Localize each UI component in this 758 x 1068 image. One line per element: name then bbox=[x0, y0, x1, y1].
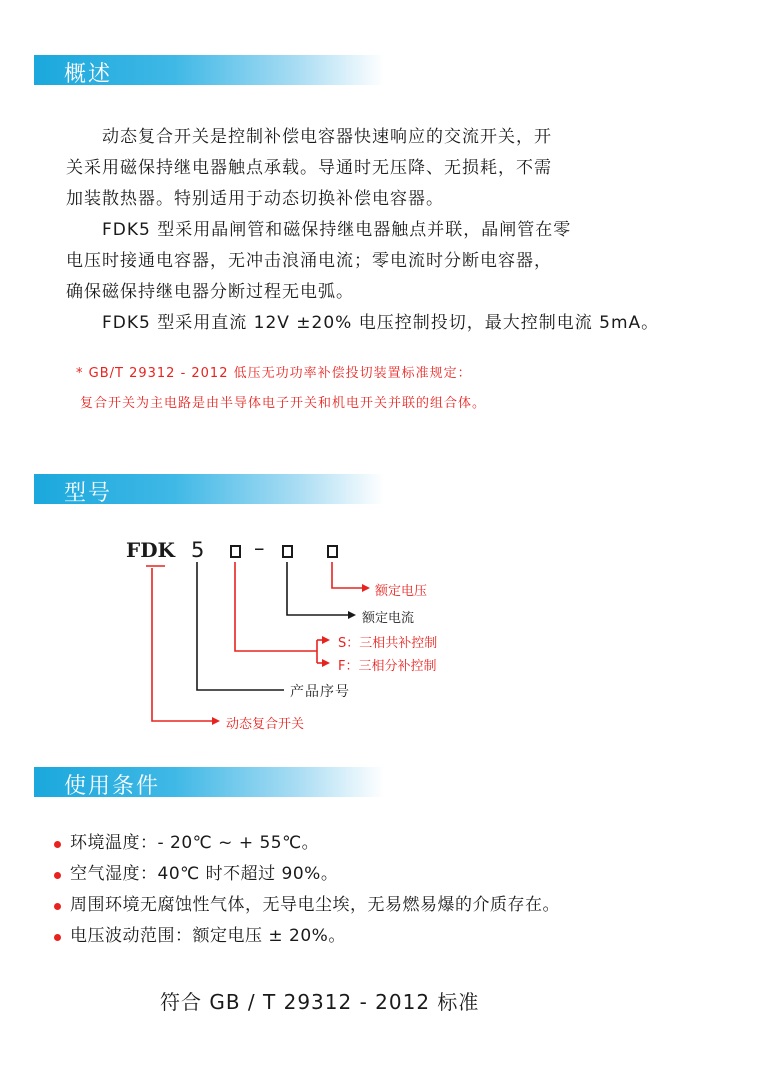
section-title-conditions: 使用条件 bbox=[64, 774, 161, 799]
overview-line: 动态复合开关是控制补偿电容器快速响应的交流开关，开 bbox=[66, 127, 552, 147]
overview-line: FDK5 型采用晶闸管和磁保持继电器触点并联，晶闸管在零 bbox=[66, 220, 572, 240]
section-title-model: 型号 bbox=[64, 481, 113, 506]
bullet-dot-icon bbox=[54, 903, 61, 910]
label-s-option: S：三相共补控制 bbox=[338, 636, 438, 651]
overview-line: FDK5 型采用直流 12V ±20% 电压控制投切，最大控制电流 5mA。 bbox=[66, 313, 660, 333]
condition-text: 周围环境无腐蚀性气体，无导电尘埃，无易燃易爆的介质存在。 bbox=[70, 895, 560, 915]
bullet-dot-icon bbox=[54, 841, 61, 848]
label-dynamic-switch: 动态复合开关 bbox=[226, 717, 305, 732]
standard-note-line-1: * GB/T 29312 - 2012 低压无功功率补偿投切装置标准规定： bbox=[76, 366, 472, 381]
section-banner-conditions bbox=[34, 767, 384, 797]
condition-text: 环境温度：- 20℃ ~ + 55℃。 bbox=[70, 833, 320, 853]
bullet-dot-icon bbox=[54, 934, 61, 941]
label-product-number: 产品序号 bbox=[290, 684, 350, 700]
condition-text: 空气湿度：40℃ 时不超过 90%。 bbox=[70, 864, 339, 884]
overview-line: 关采用磁保持继电器触点承载。导通时无压降、无损耗，不需 bbox=[66, 158, 552, 178]
list-item bbox=[52, 828, 560, 859]
standard-note-line-2: 复合开关为主电路是由半导体电子开关和机电开关并联的组合体。 bbox=[80, 396, 487, 411]
list-item bbox=[52, 921, 560, 952]
section-title-overview: 概述 bbox=[64, 62, 113, 87]
standard-compliance-footer: 符合 GB / T 29312 - 2012 标准 bbox=[160, 990, 480, 1014]
overview-line: 确保磁保持继电器分断过程无电弧。 bbox=[66, 282, 354, 302]
model-prefix: FDK bbox=[126, 538, 175, 562]
label-f-option: F：三相分补控制 bbox=[338, 659, 437, 674]
overview-line: 加装散热器。特别适用于动态切换补偿电容器。 bbox=[66, 189, 444, 209]
conditions-list bbox=[52, 828, 560, 952]
list-item bbox=[52, 890, 560, 921]
overview-line: 电压时接通电容器，无冲击浪涌电流；零电流时分断电容器， bbox=[66, 251, 552, 271]
condition-text: 电压波动范围：额定电压 ± 20%。 bbox=[70, 926, 346, 946]
list-item bbox=[52, 859, 560, 890]
model-number: 5 bbox=[191, 538, 205, 562]
label-rated-voltage: 额定电压 bbox=[375, 584, 428, 599]
label-rated-current: 额定电流 bbox=[362, 611, 415, 626]
bullet-dot-icon bbox=[54, 872, 61, 879]
model-dash: – bbox=[254, 536, 265, 560]
